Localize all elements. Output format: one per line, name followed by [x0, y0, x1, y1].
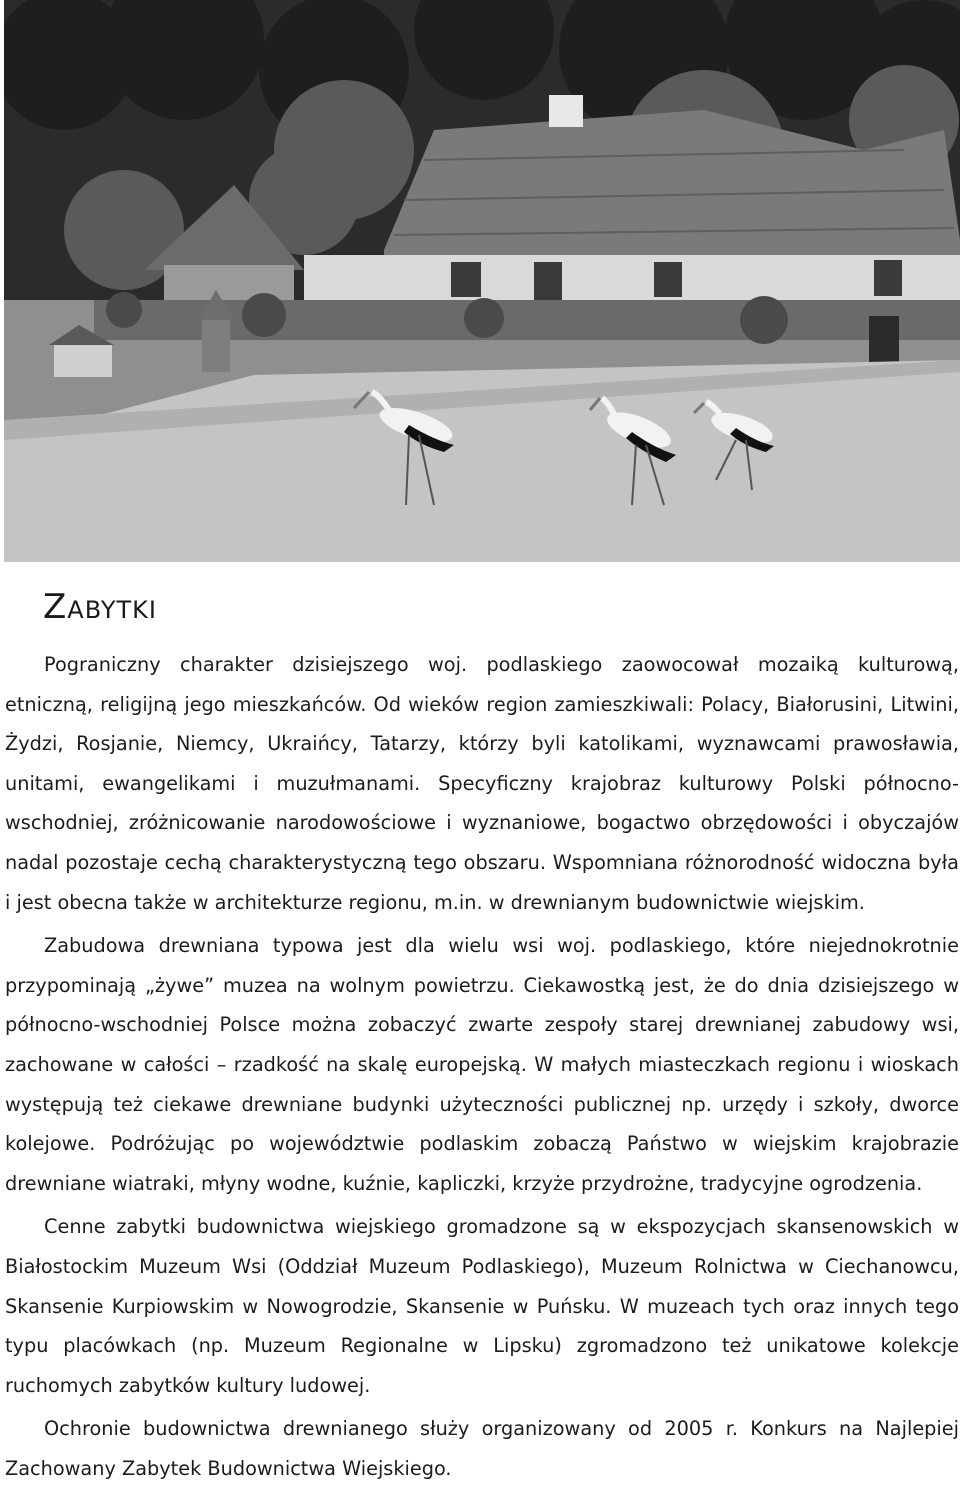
paragraph-3: Cenne zabytki budownictwa wiejskiego gromadzone są w ekspozycjach skansenowskich w Białostockim Muzeum Wsi (Oddział Muzeum Podlaskiego), Muzeum Rolnictwa w Ciechanowcu, Skansenie Kurpiowskim w Nowogrodzie, Skansenie w Puńsku. W muzeach tych oraz innych tego typu placówkach (np. Muzeum Regionalne w Lipsku) zgromadzono też unikatowe kolekcje ruchomych zabytków kultury ludowej. [5, 1215, 959, 1397]
village-photo [4, 0, 960, 562]
article-body [5, 645, 959, 1488]
paragraph-1: Pograniczny charakter dzisiejszego woj. podlaskiego zaowocował mozaiką kulturową, etniczną, religijną jego mieszkańców. Od wieków region zamieszkiwali: Polacy, Białorusini, Litwini, Żydzi, Rosjanie, Niemcy, Ukraińcy, Tatarzy, którzy byli katolikami, wyznawcami prawosławia, unitami, ewangelikami i muzułmanami. Specyficzny krajobraz kulturowy Polski północno-wschodniej, zróżnicowanie narodowościowe i wyznaniowe, bogactwo obrzędowości i obyczajów nadal pozostaje cechą charakterystyczną tego obszaru. Wspomniana różnorodność widoczna była i jest obecna także w architekturze regionu, m.in. w drewnianym budownictwie wiejskim. [5, 653, 959, 914]
paragraph-2: Zabudowa drewniana typowa jest dla wielu wsi woj. podlaskiego, które niejednokrotnie przypominają „żywe” muzea na wolnym powietrzu. Ciekawostką jest, że do dnia dzisiejszego w północno-wschodniej Polsce można zobaczyć zwarte zespoły starej drewnianej zabudowy wsi, zachowane w całości – rzadkość na skalę europejską. W małych miasteczkach regionu i wioskach występują też ciekawe drewniane budynki użyteczności publicznej np. urzędy i szkoły, dworce kolejowe. Podróżując po województwie podlaskim zobaczą Państwo w wiejskim krajobrazie drewniane wiatraki, młyny wodne, kuźnie, kapliczki, krzyże przydrożne, tradycyjne ogrodzenia. [5, 934, 959, 1195]
section-heading: Zabytki [43, 587, 157, 627]
paragraph-4: Ochronie budownictwa drewnianego służy organizowany od 2005 r. Konkurs na Najlepiej Zachowany Zabytek Budownictwa Wiejskiego. [5, 1417, 959, 1480]
